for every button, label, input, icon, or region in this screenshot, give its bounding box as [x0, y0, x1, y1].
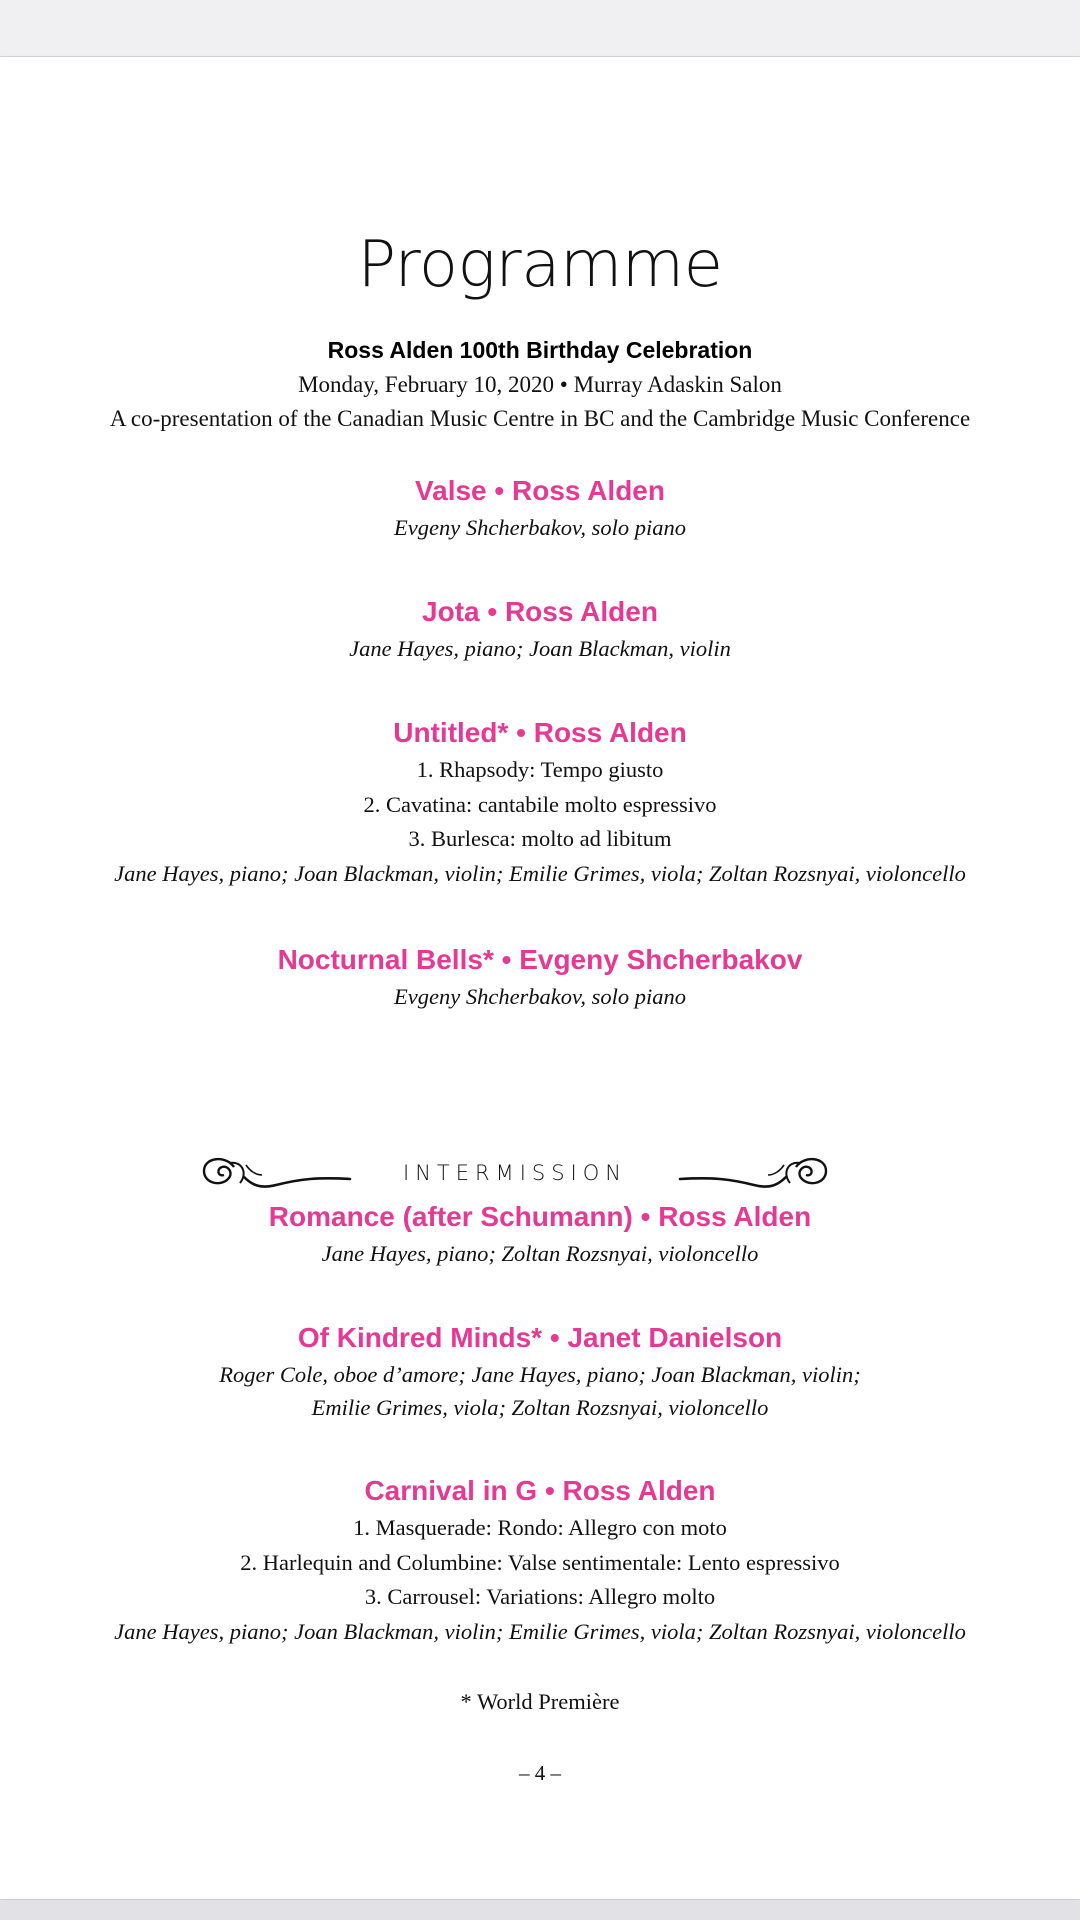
event-title: Ross Alden 100th Birthday Celebration — [327, 337, 753, 363]
piece-performers: Emilie Grimes, viola; Zoltan Rozsnyai, violoncello — [311, 1395, 769, 1420]
event-copresentation: A co-presentation of the Canadian Music Centre in BC and the Cambridge Music Conference — [109, 406, 971, 431]
movement: 3. Carrousel: Variations: Allegro molto — [364, 1584, 716, 1609]
piece-performers: Jane Hayes, piano; Joan Blackman, violin; Emilie Grimes, viola; Zoltan Rozsnyai, violoncello — [114, 1619, 966, 1644]
movement: 3. Burlesca: molto ad libitum — [408, 826, 672, 851]
piece-title: Nocturnal Bells* • Evgeny Shcherbakov — [277, 944, 803, 975]
piece-title: Of Kindred Minds* • Janet Danielson — [297, 1322, 783, 1353]
page-number: – 4 – — [519, 1761, 561, 1785]
movement: 2. Harlequin and Columbine: Valse sentimentale: Lento espressivo — [240, 1550, 840, 1575]
piece-title: Jota • Ross Alden — [422, 596, 658, 627]
piece-performers: Jane Hayes, piano; Joan Blackman, violin — [349, 636, 731, 661]
piece-title: Carnival in G • Ross Alden — [364, 1475, 716, 1506]
movement: 1. Masquerade: Rondo: Allegro con moto — [353, 1515, 727, 1540]
piece-performers: Evgeny Shcherbakov, solo piano — [394, 984, 686, 1009]
piece-title: Untitled* • Ross Alden — [393, 717, 687, 748]
event-date-venue: Monday, February 10, 2020 • Murray Adaskin Salon — [298, 372, 782, 397]
piece-title: Valse • Ross Alden — [415, 475, 665, 506]
piece-title: Romance (after Schumann) • Ross Alden — [268, 1201, 812, 1232]
movement: 1. Rhapsody: Tempo giusto — [416, 757, 664, 782]
intermission-label: INTERMISSION — [403, 1161, 627, 1185]
piece-performers: Evgeny Shcherbakov, solo piano — [394, 515, 686, 540]
footnote: * World Première — [460, 1689, 620, 1714]
piece-performers: Roger Cole, oboe d’amore; Jane Hayes, piano; Joan Blackman, violin; — [219, 1362, 861, 1387]
piece-performers: Jane Hayes, piano; Zoltan Rozsnyai, violoncello — [321, 1241, 759, 1266]
movement: 2. Cavatina: cantabile molto espressivo — [363, 792, 717, 817]
piece-performers: Jane Hayes, piano; Joan Blackman, violin; Emilie Grimes, viola; Zoltan Rozsnyai, violoncello — [114, 861, 966, 886]
intermission-divider — [200, 1151, 830, 1195]
document-page — [0, 57, 1080, 1899]
page-title: Programme — [357, 228, 723, 302]
viewer-toolbar — [0, 0, 1080, 57]
viewer-bottom-edge — [0, 1900, 1080, 1920]
